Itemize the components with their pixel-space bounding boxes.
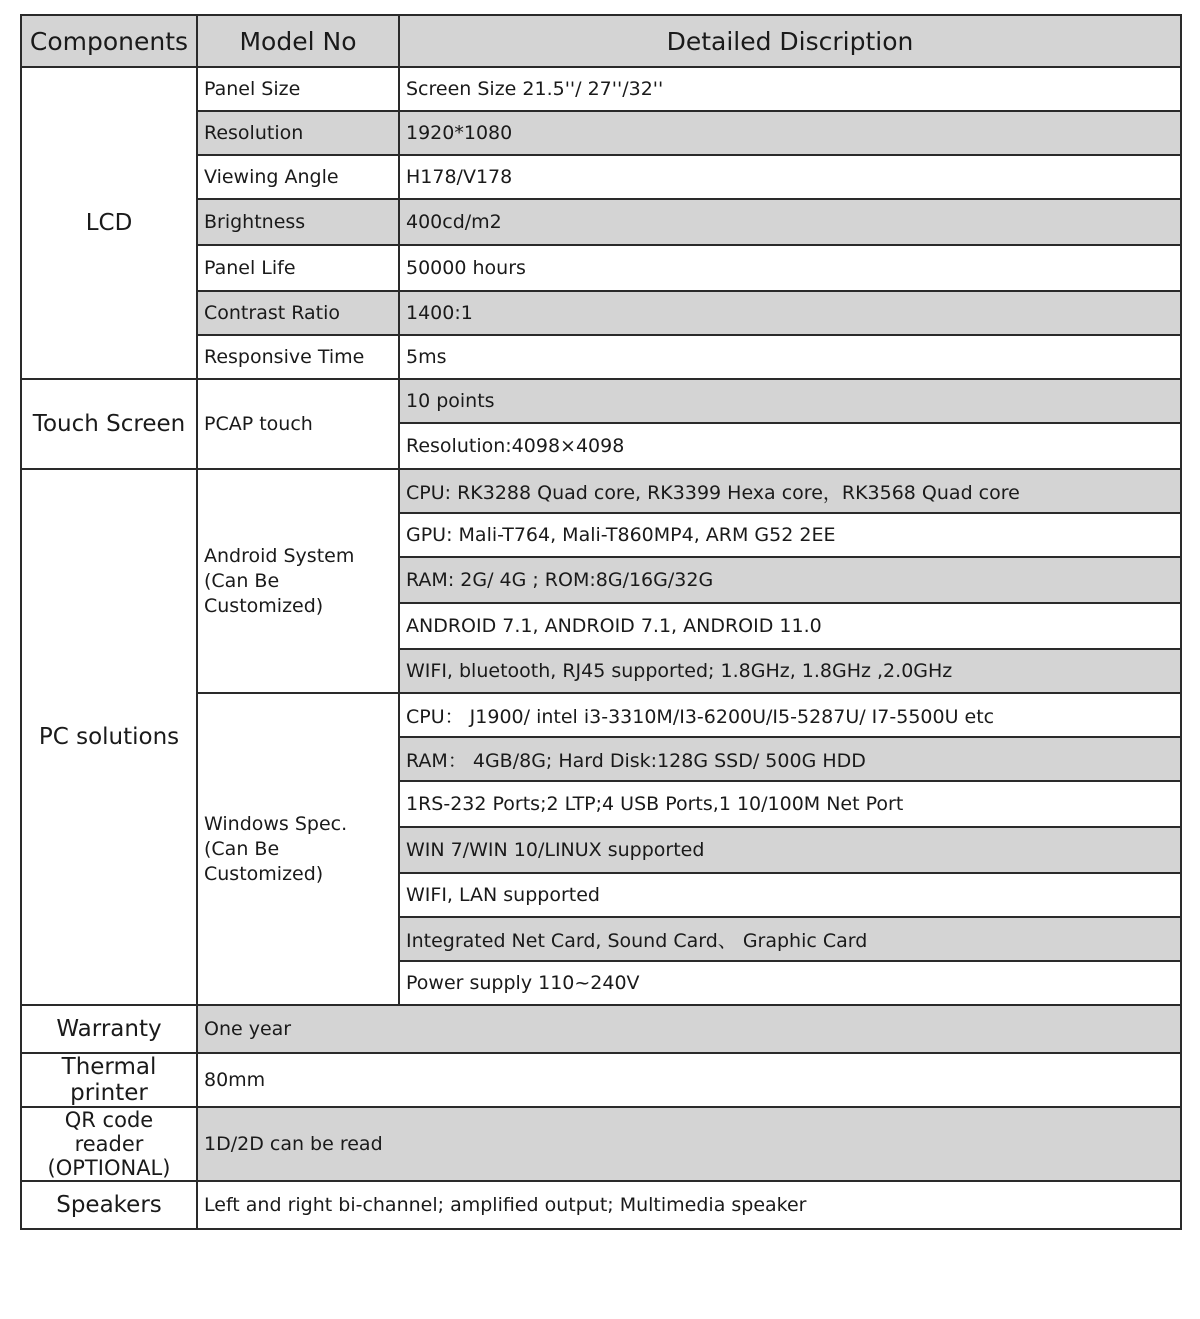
value-cell: One year <box>197 1005 1181 1053</box>
table-row <box>21 67 1181 111</box>
component-warranty: Warranty <box>21 1005 197 1053</box>
value-cell: RAM: 2G/ 4G ; ROM:8G/16G/32G <box>399 557 1181 603</box>
value-cell: 5ms <box>399 335 1181 379</box>
component-qr-code-reader <box>21 1107 197 1181</box>
table-row <box>21 379 1181 423</box>
value-cell: Screen Size 21.5''/ 27''/32'' <box>399 67 1181 111</box>
value-cell: H178/V178 <box>399 155 1181 199</box>
spec-table <box>20 14 1182 1230</box>
value-cell: 80mm <box>197 1053 1181 1107</box>
table-row <box>21 469 1181 513</box>
value-cell: WIFI, bluetooth, RJ45 supported; 1.8GHz, 1.8GHz ,2.0GHz <box>399 649 1181 693</box>
table-row <box>21 1005 1181 1053</box>
value-cell: ANDROID 7.1, ANDROID 7.1, ANDROID 11.0 <box>399 603 1181 649</box>
table-row <box>21 1053 1181 1107</box>
table-row <box>21 1181 1181 1229</box>
model-line: Windows Spec. <box>204 812 348 835</box>
component-touch-screen: Touch Screen <box>21 379 197 469</box>
component-line: (OPTIONAL) <box>47 1156 171 1180</box>
model-cell: Panel Size <box>197 67 399 111</box>
value-cell: GPU: Mali-T764, Mali-T860MP4, ARM G52 2EE <box>399 513 1181 557</box>
value-cell: 50000 hours <box>399 245 1181 291</box>
value-cell: Resolution:4098×4098 <box>399 423 1181 469</box>
value-cell: 10 points <box>399 379 1181 423</box>
model-windows-spec <box>197 693 399 1005</box>
model-cell: Viewing Angle <box>197 155 399 199</box>
value-cell: WIN 7/WIN 10/LINUX supported <box>399 827 1181 873</box>
model-android-system <box>197 469 399 693</box>
table-row <box>21 1107 1181 1181</box>
value-cell: 1920*1080 <box>399 111 1181 155</box>
model-cell: Responsive Time <box>197 335 399 379</box>
value-cell: Power supply 110~240V <box>399 961 1181 1005</box>
component-thermal-printer: Thermal printer <box>21 1053 197 1107</box>
model-line: Android System <box>204 544 355 567</box>
component-lcd: LCD <box>21 67 197 379</box>
value-cell: CPU： J1900/ intel i3-3310M/I3-6200U/I5-5287U/ I7-5500U etc <box>399 693 1181 737</box>
model-cell: Resolution <box>197 111 399 155</box>
header-row <box>21 15 1181 67</box>
value-cell: 1400:1 <box>399 291 1181 335</box>
component-speakers: Speakers <box>21 1181 197 1229</box>
model-line: (Can Be Customized) <box>204 837 324 885</box>
value-cell: 1RS-232 Ports;2 LTP;4 USB Ports,1 10/100M Net Port <box>399 781 1181 827</box>
model-cell: Contrast Ratio <box>197 291 399 335</box>
value-cell: Integrated Net Card, Sound Card、 Graphic Card <box>399 917 1181 961</box>
model-cell: Brightness <box>197 199 399 245</box>
component-pc-solutions: PC solutions <box>21 469 197 1005</box>
value-cell: 400cd/m2 <box>399 199 1181 245</box>
value-cell: RAM： 4GB/8G; Hard Disk:128G SSD/ 500G HDD <box>399 737 1181 781</box>
component-line: QR code reader <box>64 1108 154 1156</box>
header-description: Detailed Discription <box>399 15 1181 67</box>
value-cell: WIFI, LAN supported <box>399 873 1181 917</box>
header-model: Model No <box>197 15 399 67</box>
header-components: Components <box>21 15 197 67</box>
model-line: (Can Be Customized) <box>204 569 324 617</box>
model-cell: PCAP touch <box>197 379 399 469</box>
value-cell: 1D/2D can be read <box>197 1107 1181 1181</box>
value-cell: CPU: RK3288 Quad core, RK3399 Hexa core，RK3568 Quad core <box>399 469 1181 513</box>
value-cell: Left and right bi-channel; amplified output; Multimedia speaker <box>197 1181 1181 1229</box>
model-cell: Panel Life <box>197 245 399 291</box>
